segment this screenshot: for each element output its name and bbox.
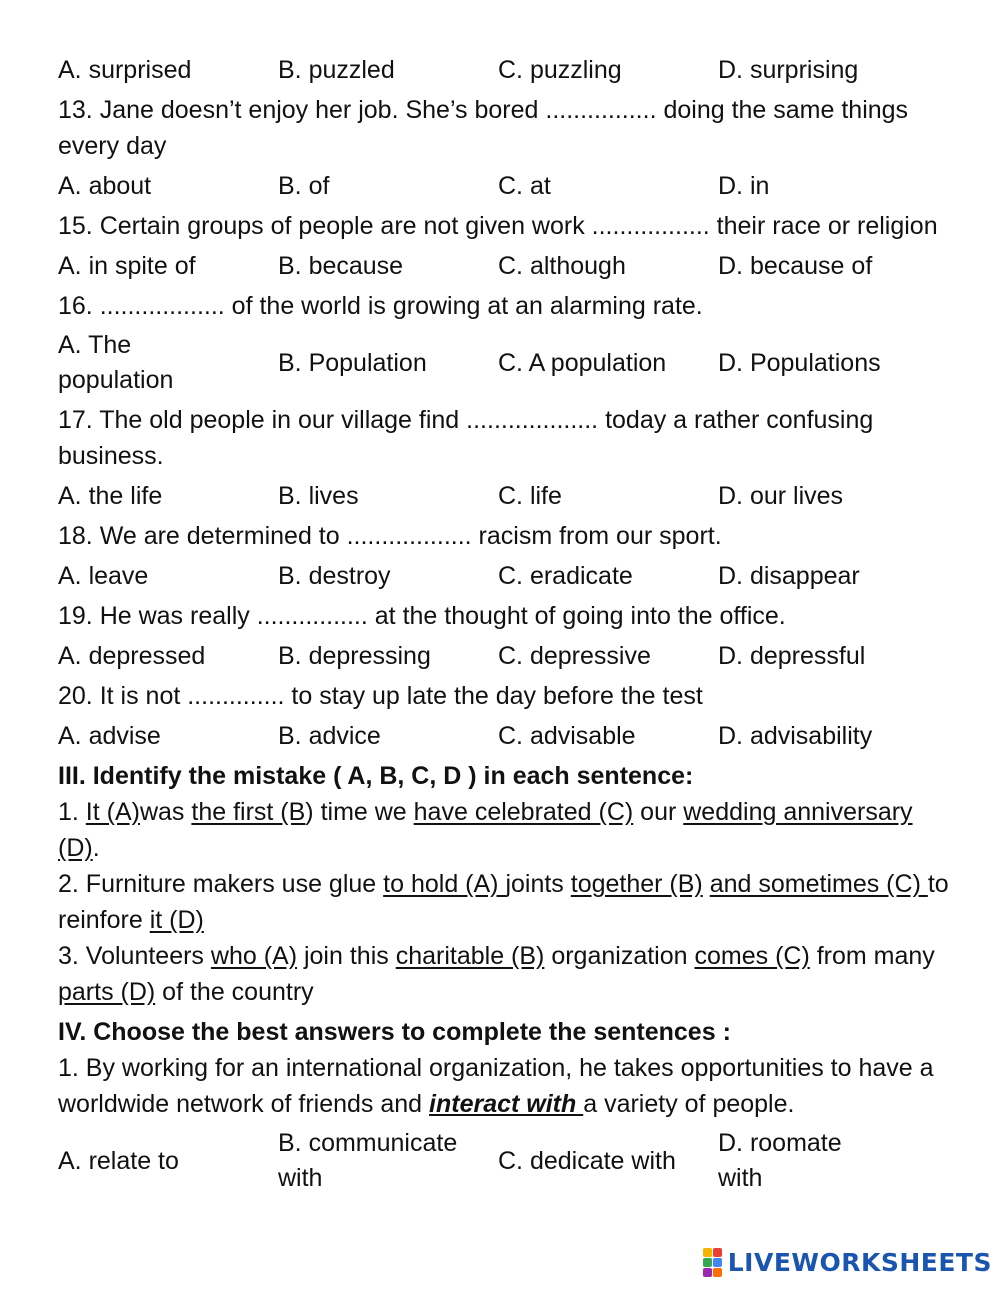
section-3-sentence-1 [58, 794, 958, 866]
text-segment [703, 870, 710, 898]
section-3-heading: III. Identify the mistake ( A, B, C, D ) in each sentence: [58, 762, 694, 790]
option-c[interactable]: C. puzzling [498, 56, 622, 84]
option-b[interactable]: B. Population [278, 348, 427, 377]
segment-d[interactable]: it (D) [149, 906, 204, 934]
liveworksheets-logo [703, 1248, 992, 1277]
segment-a[interactable]: to hold (A) [383, 870, 506, 898]
segment-a[interactable]: It (A) [85, 798, 140, 826]
option-b[interactable]: B. advice [278, 722, 381, 750]
option-a[interactable]: A. leave [58, 562, 149, 590]
logo-text: LIVEWORKSHEETS [727, 1248, 992, 1277]
option-c[interactable]: C. advisable [498, 722, 636, 750]
option-d[interactable]: D. surprising [718, 56, 859, 84]
segment-b[interactable]: the first (B [191, 798, 306, 826]
q19-text: 19. He was really ................ at the thought of going into the office. [58, 602, 786, 630]
option-d[interactable]: D. roomate with [718, 1129, 842, 1192]
q17-options [58, 478, 958, 514]
q20-options [58, 718, 958, 754]
option-b[interactable]: B. puzzled [278, 56, 395, 84]
q16-text: 16. .................. of the world is growing at an alarming rate. [58, 292, 703, 320]
option-b[interactable]: B. of [278, 172, 330, 200]
logo-tile [703, 1248, 712, 1257]
q17-text: 17. The old people in our village find ................... today a rather confusing business. [58, 406, 874, 470]
text-segment: ) time we [305, 798, 414, 826]
logo-tile [713, 1248, 722, 1257]
segment-b[interactable]: together (B) [570, 870, 703, 898]
option-c[interactable]: C. eradicate [498, 562, 633, 590]
text-segment: 1. [58, 798, 86, 826]
segment-d[interactable]: wedding anniversary (D) [58, 798, 913, 862]
q15-options [58, 248, 958, 284]
text-segment: joints [505, 870, 571, 898]
q16-options [58, 328, 958, 398]
section-4-q1-options [58, 1126, 958, 1196]
text-segment: organization [544, 942, 695, 970]
option-a[interactable]: A. about [58, 172, 152, 200]
q13-text: 13. Jane doesn’t enjoy her job. She’s bored ................ doing the same things every day [58, 96, 909, 160]
option-d[interactable]: D. depressful [718, 642, 866, 670]
q12-options [58, 52, 958, 88]
section-4-heading: IV. Choose the best answers to complete the sentences : [58, 1018, 731, 1046]
option-b[interactable]: B. communicate with [278, 1129, 458, 1192]
option-a[interactable]: A. the life [58, 482, 163, 510]
segment-b[interactable]: charitable (B) [395, 942, 545, 970]
logo-tile [703, 1268, 712, 1277]
option-a[interactable]: A. relate to [58, 1146, 179, 1175]
segment-a[interactable]: who (A) [210, 942, 298, 970]
emphasized-phrase: interact with [429, 1090, 584, 1118]
logo-tile [713, 1258, 722, 1267]
option-c[interactable]: C. life [498, 482, 562, 510]
q15-text: 15. Certain groups of people are not given work ................. their race or religion [58, 212, 938, 240]
logo-tile [713, 1268, 722, 1277]
section-3-sentence-2 [58, 866, 958, 938]
text-segment: our [633, 798, 684, 826]
option-c[interactable]: C. dedicate with [498, 1146, 676, 1175]
text-segment: from many [809, 942, 935, 970]
segment-c[interactable]: comes (C) [694, 942, 810, 970]
option-c[interactable]: C. although [498, 252, 626, 280]
text-segment: join this [297, 942, 396, 970]
logo-icon [703, 1248, 722, 1277]
option-d[interactable]: D. because of [718, 252, 873, 280]
section-4-question-1 [58, 1050, 958, 1122]
option-d[interactable]: D. disappear [718, 562, 860, 590]
option-a[interactable]: A. The population [58, 331, 174, 394]
option-a[interactable]: A. surprised [58, 56, 192, 84]
option-b[interactable]: B. because [278, 252, 404, 280]
q18-options [58, 558, 958, 594]
option-c[interactable]: C. depressive [498, 642, 651, 670]
text-segment: a variety of people. [583, 1090, 795, 1118]
segment-c[interactable]: and sometimes (C) [709, 870, 928, 898]
section-3-sentence-3 [58, 938, 958, 1010]
option-a[interactable]: A. in spite of [58, 252, 196, 280]
option-d[interactable]: D. Populations [718, 348, 881, 377]
worksheet-page [58, 52, 958, 1196]
segment-c[interactable]: have celebrated (C) [413, 798, 634, 826]
option-c[interactable]: C. at [498, 172, 551, 200]
q20-text: 20. It is not .............. to stay up late the day before the test [58, 682, 703, 710]
text-segment: 2. Furniture makers use glue [58, 870, 384, 898]
option-d[interactable]: D. advisability [718, 722, 873, 750]
option-b[interactable]: B. depressing [278, 642, 431, 670]
text-segment: . [92, 834, 100, 862]
text-segment: of the country [155, 978, 314, 1006]
text-segment: 1. By working for an international organization, he takes opportunities to have a worldwide network of friends and [58, 1054, 934, 1118]
text-segment: was [139, 798, 192, 826]
option-a[interactable]: A. depressed [58, 642, 206, 670]
option-c[interactable]: C. A population [498, 348, 667, 377]
logo-tile [703, 1258, 712, 1267]
option-a[interactable]: A. advise [58, 722, 161, 750]
option-b[interactable]: B. destroy [278, 562, 391, 590]
option-d[interactable]: D. in [718, 172, 770, 200]
text-segment: to reinfore [58, 870, 949, 934]
option-d[interactable]: D. our lives [718, 482, 844, 510]
q18-text: 18. We are determined to .................. racism from our sport. [58, 522, 722, 550]
q13-options [58, 168, 958, 204]
text-segment: 3. Volunteers [58, 942, 211, 970]
option-b[interactable]: B. lives [278, 482, 359, 510]
segment-d[interactable]: parts (D) [58, 978, 156, 1006]
q19-options [58, 638, 958, 674]
